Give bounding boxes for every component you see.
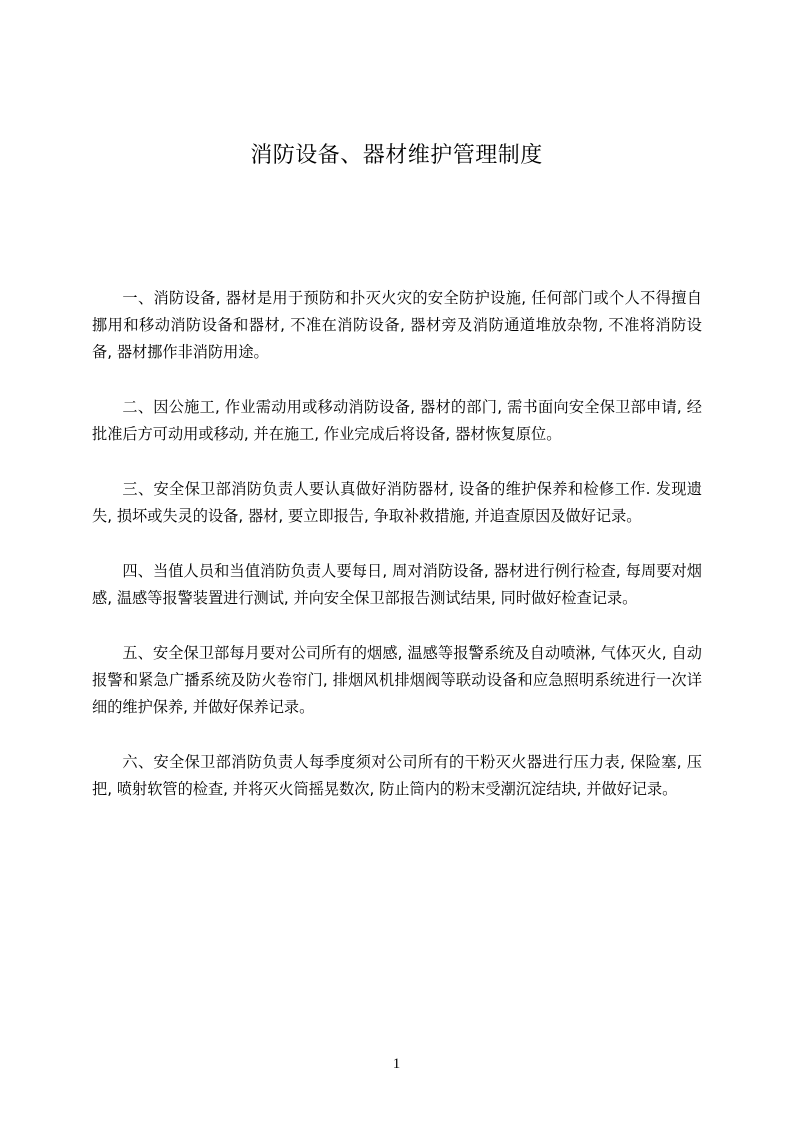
paragraph-2: 二、因公施工, 作业需动用或移动消防设备, 器材的部门, 需书面向安全保卫部申请, 经批准后方可动用或移动, 并在施工, 作业完成后将设备, 器材恢复原位。 — [92, 398, 702, 443]
page-title: 消防设备、器材维护管理制度 — [250, 143, 543, 168]
page-number: 1 — [392, 1056, 401, 1072]
document-body — [92, 285, 702, 831]
paragraph-1: 一、消防设备, 器材是用于预防和扑灭火灾的安全防护设施, 任何部门或个人不得擅自挪用和移动消防设备和器材, 不准在消防设备, 器材旁及消防通道堆放杂物, 不准将消防设备, 器材挪作非消防用途。 — [92, 289, 702, 361]
paragraph-3: 三、安全保卫部消防负责人要认真做好消防器材, 设备的维护保养和检修工作. 发现遗失, 损坏或失灵的设备, 器材, 要立即报告, 争取补救措施, 并追查原因及做好记录。 — [92, 480, 702, 525]
paragraph-4: 四、当值人员和当值消防负责人要每日, 周对消防设备, 器材进行例行检查, 每周要对烟感, 温感等报警装置进行测试, 并向安全保卫部报告测试结果, 同时做好检查记录。 — [92, 562, 702, 607]
paragraph-6: 六、安全保卫部消防负责人每季度须对公司所有的干粉灭火器进行压力表, 保险塞, 压把, 喷射软管的检查, 并将灭火筒摇晃数次, 防止筒内的粉末受潮沉淀结块, 并做好记录。 — [92, 753, 702, 798]
paragraph-5: 五、安全保卫部每月要对公司所有的烟感, 温感等报警系统及自动喷淋, 气体灭火, 自动报警和紧急广播系统及防火卷帘门, 排烟风机排烟阀等联动设备和应急照明系统进行一次详细的维护保养, 并做好保养记录。 — [92, 644, 702, 716]
